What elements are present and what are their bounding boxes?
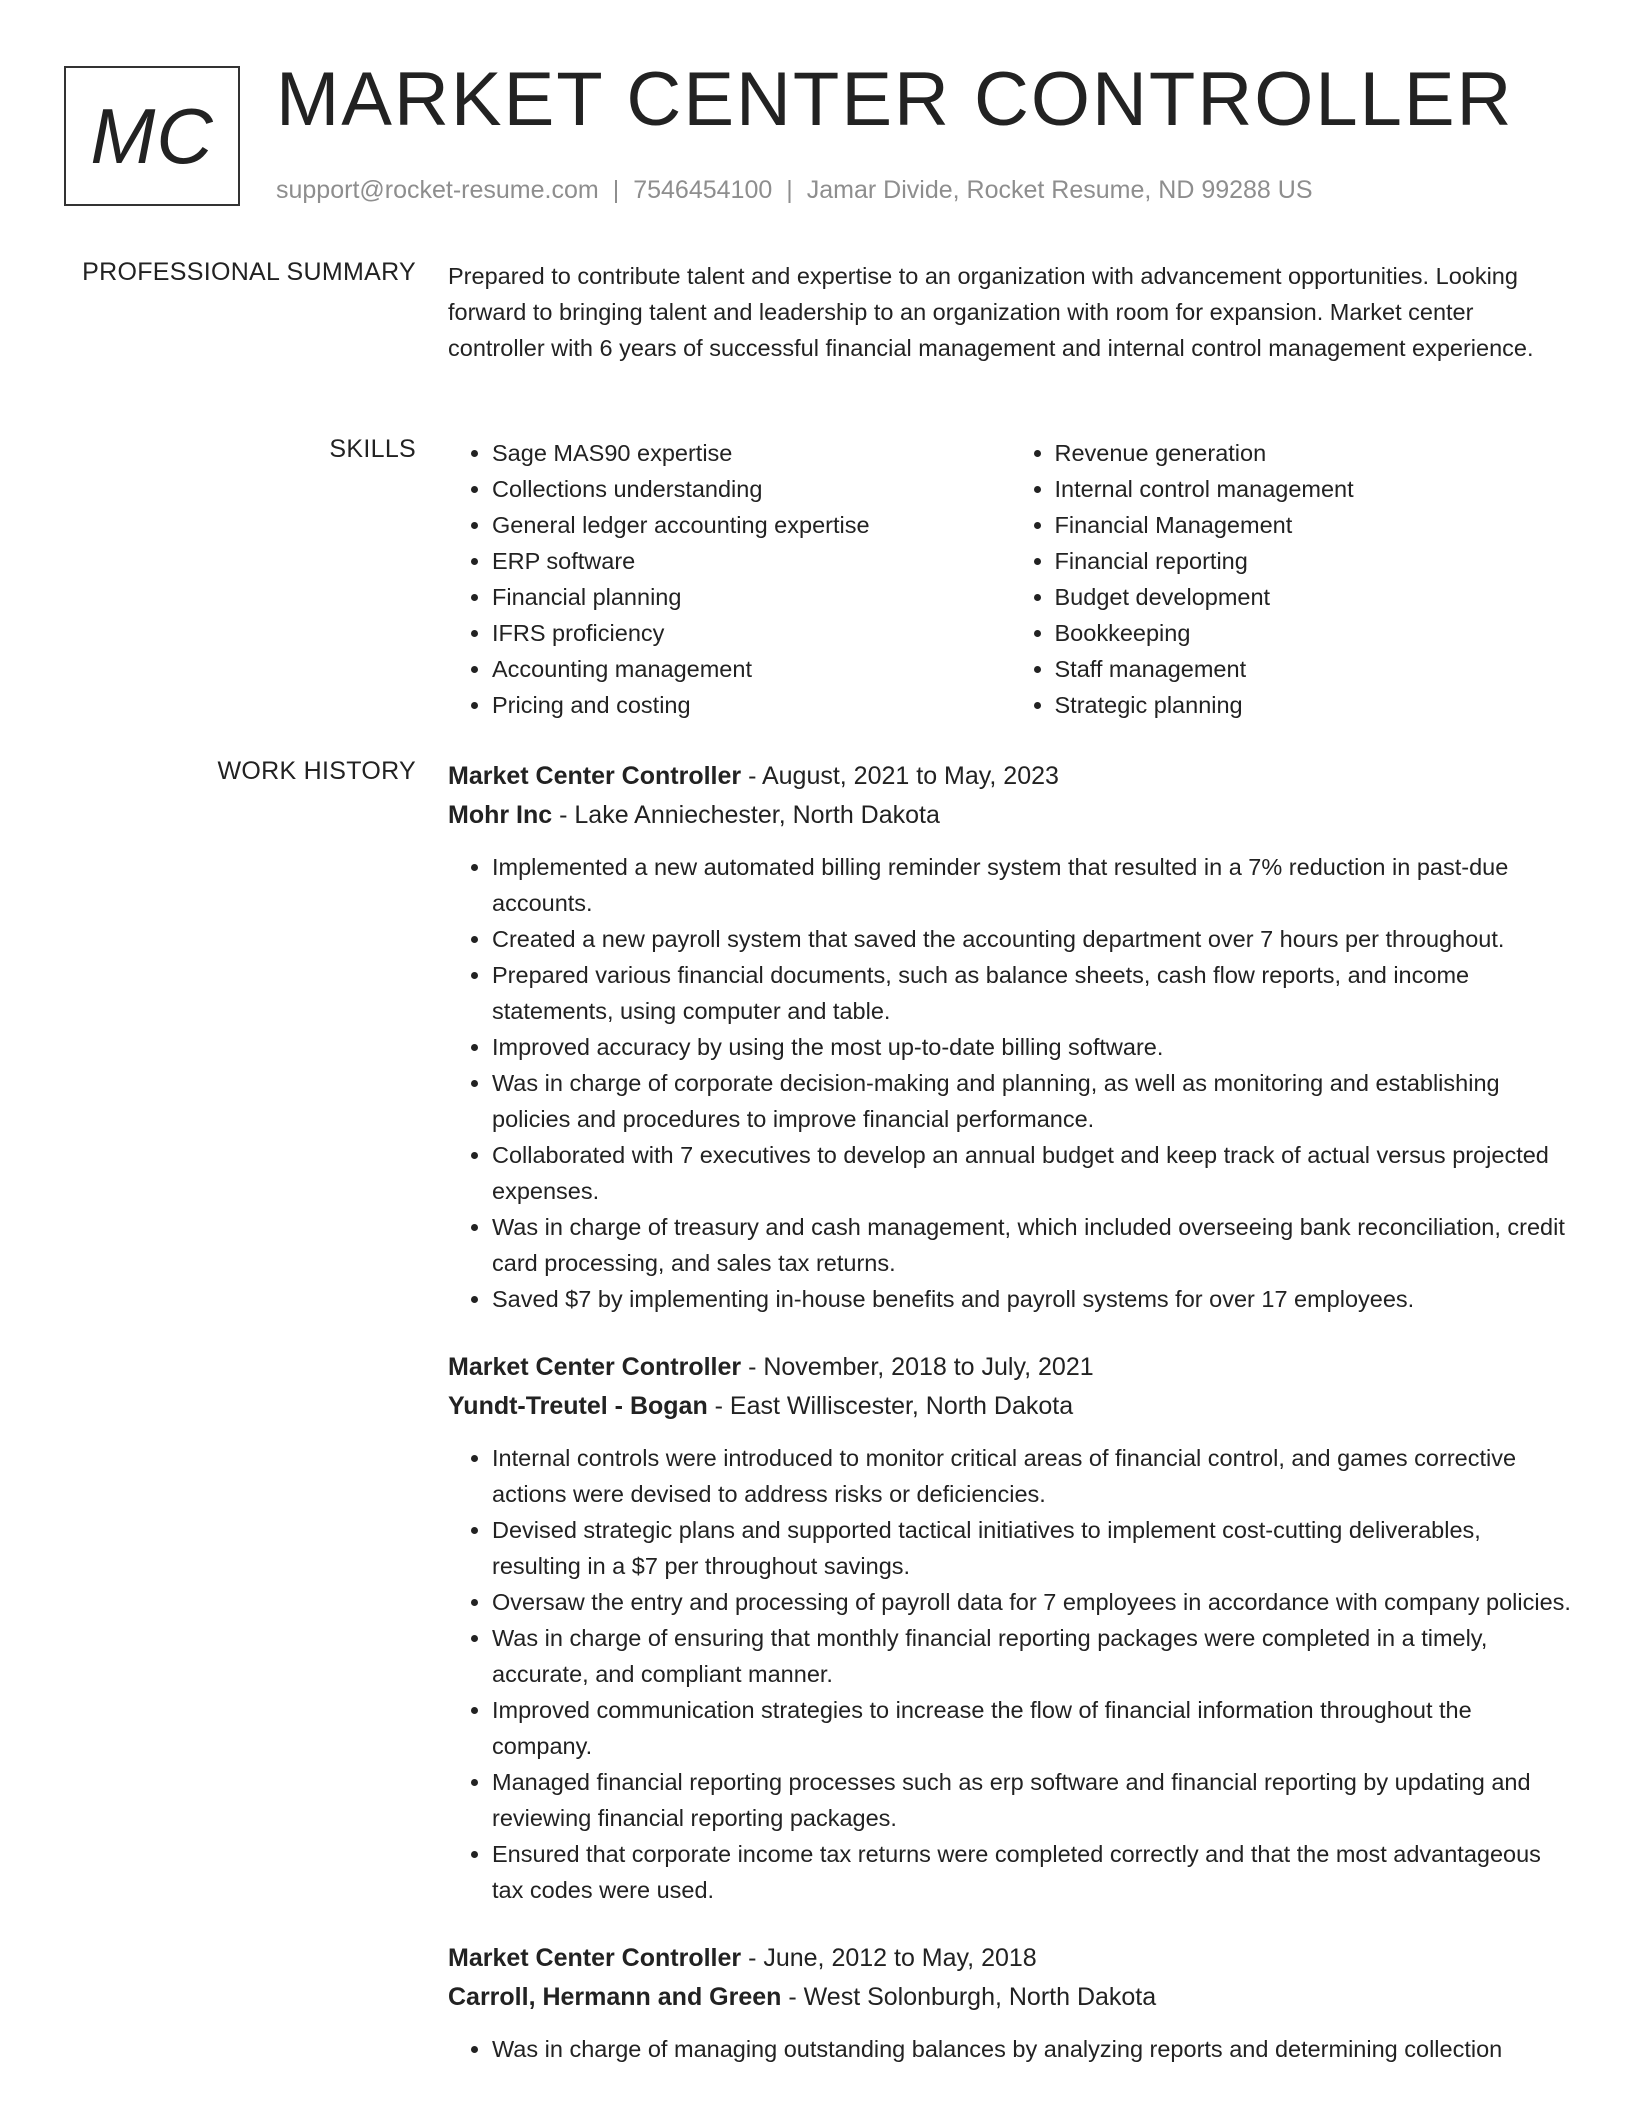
job-location: - Lake Anniechester, North Dakota (552, 801, 940, 829)
job-bullet: • Created a new payroll system that saved the accounting department over 7 hours per throughout. (492, 921, 1573, 957)
summary-body (448, 258, 1573, 366)
job-bullet: • Ensured that corporate income tax returns were completed correctly and that the most advantageous tax codes were used. (492, 1836, 1573, 1908)
skill-item: • Financial planning (492, 579, 1011, 615)
job-dates: - November, 2018 to July, 2021 (741, 1353, 1094, 1381)
job-company-line (448, 1387, 1573, 1426)
skill-item: • Accounting management (492, 651, 1011, 687)
job-bullets (448, 1440, 1573, 1908)
summary-text: Prepared to contribute talent and expertise to an organization with advancement opportunities. Looking forward to bringing talent and leadership to an organization with room for expansion. Market center controller with 6 years of successful financial management and internal control management experience. (448, 263, 1534, 361)
job-company: Yundt-Treutel - Bogan (448, 1392, 708, 1420)
work-heading: WORK HISTORY (217, 757, 416, 785)
job-title: Market Center Controller (448, 1944, 742, 1972)
job-bullet: • Improved accuracy by using the most up-to-date billing software. (492, 1029, 1573, 1065)
skill-item: • Financial reporting (1055, 543, 1574, 579)
job-title-line (448, 1348, 1573, 1387)
job-entry (448, 1348, 1573, 1908)
contact-phone: 7546454100 (633, 176, 773, 204)
job-bullet: • Improved communication strategies to increase the flow of financial information throughout the company. (492, 1692, 1573, 1764)
job-bullet: • Saved $7 by implementing in-house benefits and payroll systems for over 17 employees. (492, 1281, 1573, 1317)
job-dates: - June, 2012 to May, 2018 (741, 1944, 1037, 1972)
job-bullet: • Was in charge of corporate decision-making and planning, as well as monitoring and establishing policies and procedures to improve financial performance. (492, 1065, 1573, 1137)
job-bullet: • Implemented a new automated billing reminder system that resulted in a 7% reduction in past-due accounts. (492, 849, 1573, 921)
job-company-line (448, 1978, 1573, 2017)
job-bullet: • Prepared various financial documents, such as balance sheets, cash flow reports, and income statements, using computer and table. (492, 957, 1573, 1029)
contact-email: support@rocket-resume.com (276, 176, 599, 204)
contact-separator: | (612, 176, 620, 204)
contact-line (276, 176, 1313, 205)
skill-item: • General ledger accounting expertise (492, 507, 1011, 543)
contact-separator: | (786, 176, 793, 204)
skill-item: • Staff management (1055, 651, 1574, 687)
job-bullet: • Was in charge of treasury and cash management, which included overseeing bank reconciliation, credit card processing, and sales tax returns. (492, 1209, 1573, 1281)
skills-list-right (1011, 435, 1574, 723)
page-title: MARKET CENTER CONTROLLER (276, 57, 1514, 142)
job-bullet: • Internal controls were introduced to monitor critical areas of financial control, and games corrective actions were devised to address risks or deficiencies. (492, 1440, 1573, 1512)
job-title: Market Center Controller (448, 1353, 742, 1381)
skill-item: • IFRS proficiency (492, 615, 1011, 651)
skill-item: • Pricing and costing (492, 687, 1011, 723)
job-bullets (448, 849, 1573, 1317)
monogram-box (64, 66, 240, 206)
job-bullet: • Devised strategic plans and supported tactical initiatives to implement cost-cutting deliverables, resulting in a $7 per throughout savings. (492, 1512, 1573, 1584)
job-title-line (448, 1939, 1573, 1978)
skills-heading: SKILLS (329, 435, 416, 463)
job-bullet: • Was in charge of managing outstanding balances by analyzing reports and determining collection (492, 2031, 1573, 2067)
job-company: Mohr Inc (448, 801, 553, 829)
job-bullets (448, 2031, 1573, 2067)
skill-item: • Sage MAS90 expertise (492, 435, 1011, 471)
skill-item: • Bookkeeping (1055, 615, 1574, 651)
skill-item: • ERP software (492, 543, 1011, 579)
job-location: - West Solonburgh, North Dakota (781, 1983, 1157, 2011)
job-entry (448, 1939, 1573, 2067)
skills-list-left (448, 435, 1011, 723)
job-bullet: • Managed financial reporting processes such as erp software and financial reporting by updating and reviewing financial reporting packages. (492, 1764, 1573, 1836)
job-entry (448, 757, 1573, 1317)
contact-address: Jamar Divide, Rocket Resume, ND 99288 US (806, 176, 1313, 204)
job-title: Market Center Controller (448, 762, 742, 790)
skill-item: • Strategic planning (1055, 687, 1574, 723)
job-company-line (448, 796, 1573, 835)
skills-body (448, 435, 1573, 723)
skill-item: • Budget development (1055, 579, 1574, 615)
job-location: - East Williscester, North Dakota (707, 1392, 1074, 1420)
job-company: Carroll, Hermann and Green (448, 1983, 782, 2011)
skill-item: • Collections understanding (492, 471, 1011, 507)
job-title-line (448, 757, 1573, 796)
summary-heading: PROFESSIONAL SUMMARY (82, 258, 416, 286)
job-dates: - August, 2021 to May, 2023 (741, 762, 1059, 790)
skill-item: • Internal control management (1055, 471, 1574, 507)
skill-item: • Financial Management (1055, 507, 1574, 543)
monogram-initials: MC (90, 91, 214, 180)
skill-item: • Revenue generation (1055, 435, 1574, 471)
work-body (448, 757, 1573, 2067)
job-bullet: • Was in charge of ensuring that monthly financial reporting packages were completed in a timely, accurate, and compliant manner. (492, 1620, 1573, 1692)
job-bullet: • Oversaw the entry and processing of payroll data for 7 employees in accordance with company policies. (492, 1584, 1573, 1620)
job-bullet: • Collaborated with 7 executives to develop an annual budget and keep track of actual versus projected expenses. (492, 1137, 1573, 1209)
